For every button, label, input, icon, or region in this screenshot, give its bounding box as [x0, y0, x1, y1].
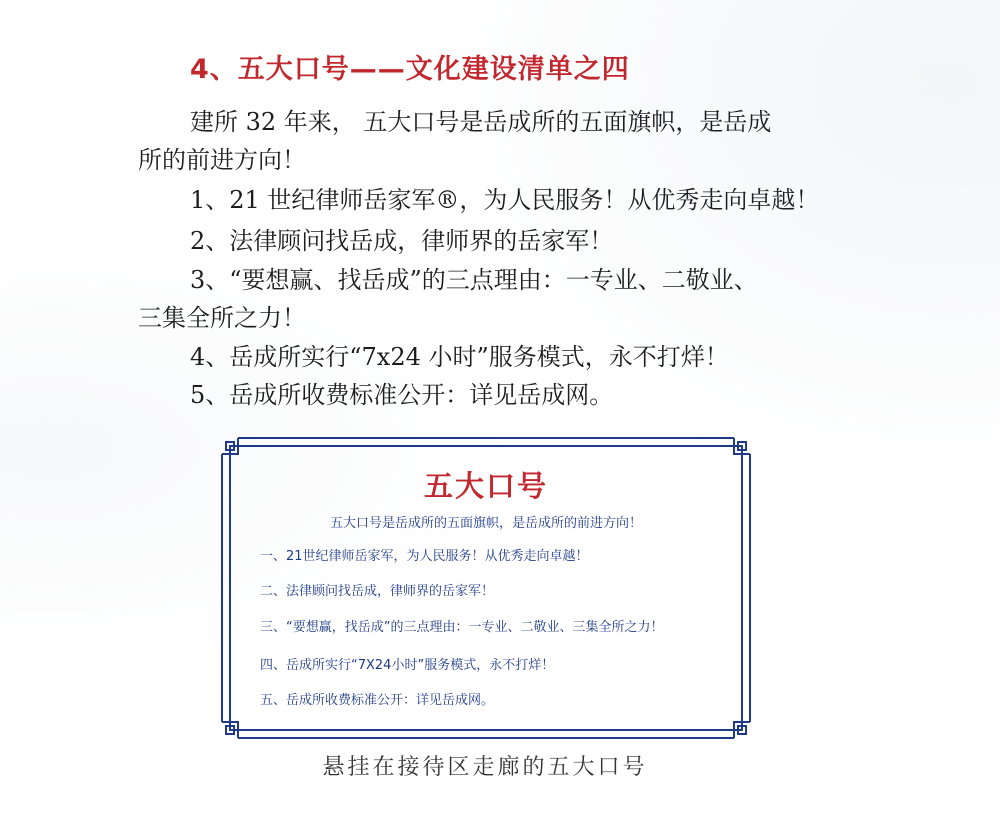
intro-line-2: 所的前进方向！	[138, 146, 306, 174]
slogan-1: 1、21 世纪律师岳家军®，为人民服务！从优秀走向卓越！	[190, 186, 820, 214]
slogan-5: 5、岳成所收费标准公开：详见岳成网。	[190, 381, 614, 409]
plaque-item: 三、“要想赢，找岳成”的三点理由：一专业、二敬业、三集全所之力！	[260, 620, 664, 635]
slogan-3-line-2: 三集全所之力！	[138, 304, 306, 332]
plaque-item: 四、岳成所实行“7X24小时”服务模式，永不打烊！	[260, 658, 555, 673]
section-heading: 4、五大口号——文化建设清单之四	[190, 54, 630, 85]
intro-line-1: 建所 32 年来， 五大口号是岳成所的五面旗帜，是岳成	[190, 108, 772, 136]
plaque-item: 一、21世纪律师岳家军，为人民服务！从优秀走向卓越！	[260, 549, 589, 564]
slogan-plaque-photo	[216, 432, 756, 744]
plaque-item: 五、岳成所收费标准公开：详见岳成网。	[260, 693, 495, 708]
slogan-2: 2、法律顾问找岳成，律师界的岳家军！	[190, 227, 614, 255]
slogan-3-line-1: 3、“要想赢、找岳成”的三点理由：一专业、二敬业、	[190, 266, 758, 294]
plaque-item: 二、法律顾问找岳成，律师界的岳家军！	[260, 584, 495, 599]
slogan-4: 4、岳成所实行“7x24 小时”服务模式，永不打烊！	[190, 343, 729, 371]
plaque-title: 五大口号	[423, 469, 548, 503]
plaque-subtitle: 五大口号是岳成所的五面旗帜，是岳成所的前进方向！	[329, 516, 642, 531]
photo-caption: 悬挂在接待区走廊的五大口号	[322, 755, 648, 780]
